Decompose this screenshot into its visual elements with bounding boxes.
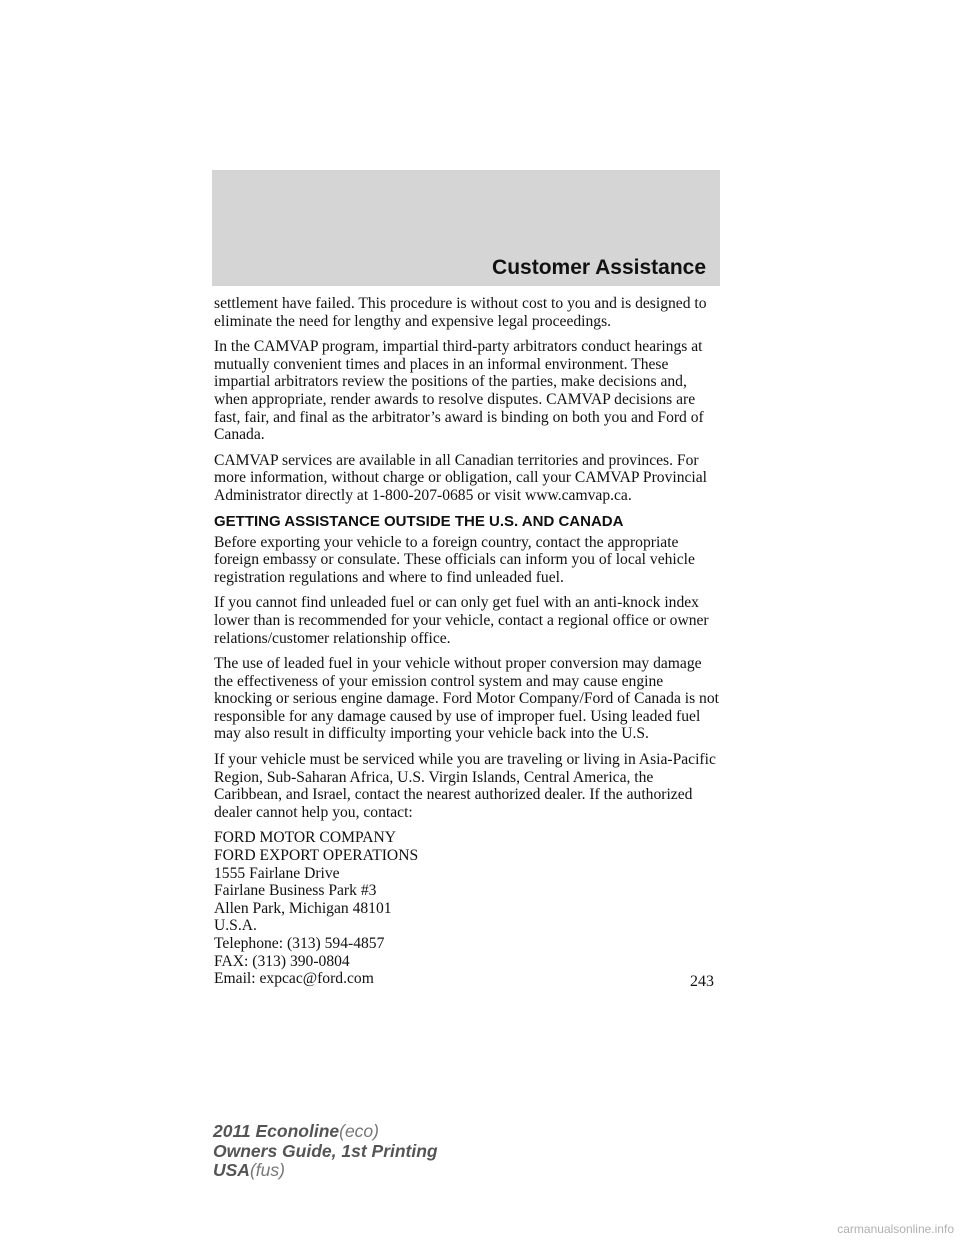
- address-line: Allen Park, Michigan 48101: [214, 899, 392, 917]
- section-title: Customer Assistance: [492, 256, 706, 279]
- body-paragraph: settlement have failed. This procedure is without cost to you and is designed to eliminate the need for lengthy and expensive legal proceedings.: [214, 295, 707, 330]
- fax-line: FAX: (313) 390-0804: [214, 952, 350, 970]
- footer-line-region: [213, 1161, 438, 1181]
- document-footer: [213, 1122, 438, 1181]
- footer-line-guide: [213, 1142, 438, 1162]
- footer-guide-name: Owners Guide, 1st Printing: [213, 1140, 438, 1161]
- address-line: FORD MOTOR COMPANY: [214, 829, 396, 847]
- footer-region-name: USA: [213, 1160, 250, 1180]
- address-line: 1555 Fairlane Drive: [214, 864, 340, 882]
- email-line: Email: expcac@ford.com: [214, 970, 374, 988]
- body-paragraph: Before exporting your vehicle to a foreign country, contact the appropriate foreign embassy or consulate. These officials can inform you of local vehicle registration regulations and where to find unleaded fuel.: [214, 533, 695, 586]
- footer-model-code: (eco): [339, 1121, 379, 1141]
- address-line: FORD EXPORT OPERATIONS: [214, 847, 419, 865]
- page-content: [214, 295, 724, 988]
- body-paragraph: If you cannot find unleaded fuel or can only get fuel with an anti-knock index lower than is recommended for your vehicle, contact a regional office or owner relations/customer relationship office.: [214, 594, 709, 647]
- body-paragraph: The use of leaded fuel in your vehicle without proper conversion may damage the effectiveness of your emission control system and may cause engine knocking or serious engine damage. Ford Motor Company/Ford of Canada is not responsible for any damage caused by use of improper fuel. Using leaded fuel may also result in difficulty importing your vehicle back into the U.S.: [214, 655, 719, 743]
- body-paragraph: If your vehicle must be serviced while you are traveling or living in Asia-Pacific Region, Sub-Saharan Africa, U.S. Virgin Islands, Central America, the Caribbean, and Israel, contact the nearest authorized dealer. If the authorized dealer cannot help you, contact:: [214, 751, 716, 821]
- page-number: 243: [690, 973, 714, 990]
- body-paragraph: CAMVAP services are available in all Canadian territories and provinces. For more information, without charge or obligation, call your CAMVAP Provincial Administrator directly at 1-800-207-0685 or visit www.camvap.ca.: [214, 451, 708, 504]
- section-header-band: [212, 170, 720, 286]
- address-line: U.S.A.: [214, 917, 257, 935]
- telephone-line: Telephone: (313) 594-4857: [214, 935, 385, 952]
- body-paragraph: In the CAMVAP program, impartial third-party arbitrators conduct hearings at mutually convenient times and places in an informal environment. These impartial arbitrators review the positions of the parties, make decisions and, when appropriate, render awards to resolve disputes. CAMVAP decisions are fast, fair, and final as the arbitrator’s award is binding on both you and Ford of Canada.: [214, 338, 704, 444]
- contact-address-block: [214, 829, 724, 987]
- footer-model-name: 2011 Econoline: [213, 1121, 340, 1141]
- footer-line-model: [213, 1122, 438, 1142]
- section-heading: GETTING ASSISTANCE OUTSIDE THE U.S. AND CANADA: [214, 512, 624, 530]
- watermark-text: carmanualsonline.info: [837, 1222, 954, 1236]
- address-line: Fairlane Business Park #3: [214, 882, 377, 900]
- footer-region-code: (fus): [249, 1160, 285, 1180]
